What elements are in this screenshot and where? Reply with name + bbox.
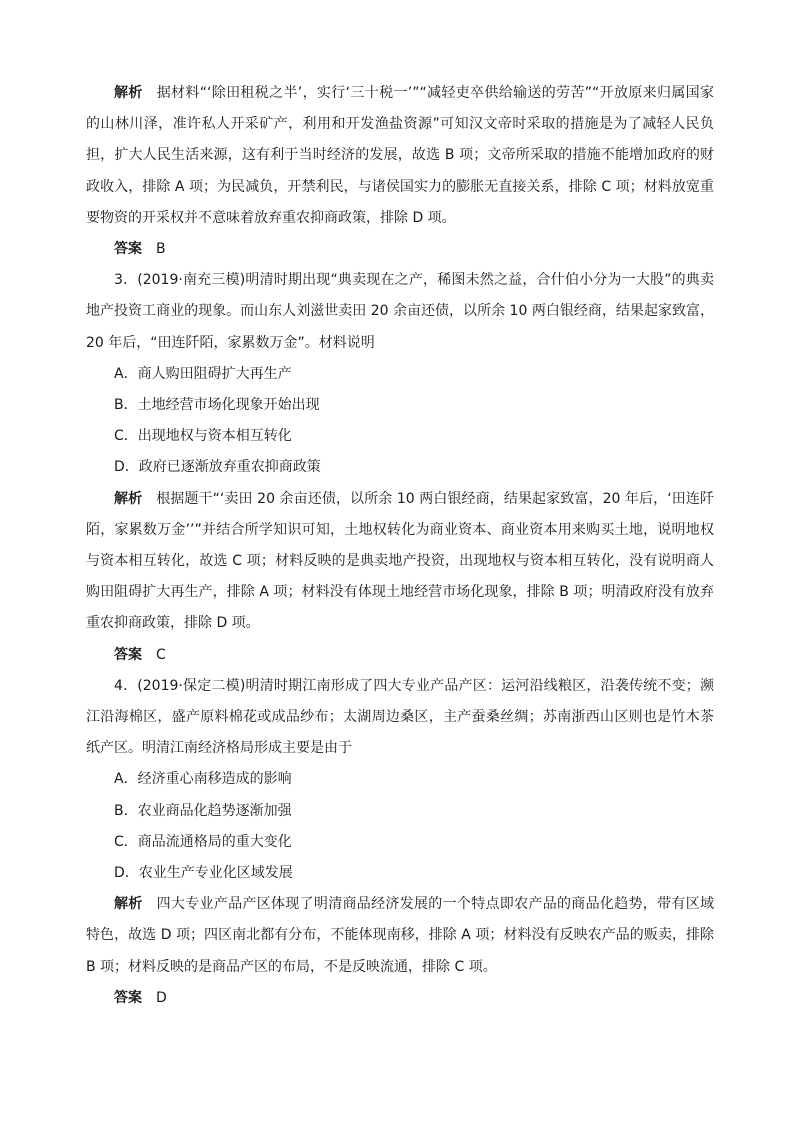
q4-option-c: C．商品流通格局的重大变化 — [114, 833, 292, 850]
q3-option-c: C．出现地权与资本相互转化 — [114, 428, 292, 445]
q2-answer-value: B — [156, 241, 166, 258]
document-content — [86, 78, 714, 1014]
q3-option-d: D．政府已逐渐放弃重农抑商政策 — [114, 459, 321, 476]
q4-option-b: B．农业商品化趋势逐渐加强 — [114, 802, 292, 819]
q4-answer-value: D — [156, 989, 167, 1006]
q2-analysis-text: 据材料“‘除田租税之半’，实行‘三十税一’”“减轻吏卒供给输送的劳苦”“开放原来归属国家的山林川泽，准许私人开采矿产，利用和开发渔盐资源”可知汉文帝时采取的措施是为了减轻人民负担，扩大人民生活来源，这有利于当时经济的发展，故选 B 项；文帝所采取的措施不能增加政府的财政收入，排除 A 项；为民减负，开禁利民，与诸侯国实力的膨胀无直接关系，排除 C 项；材料放宽重要物资的开采权并不意味着放弃重农抑商政策，排除 D 项。 — [86, 85, 714, 226]
q3-analysis — [86, 484, 714, 640]
q4-answer-label: 答案 — [114, 989, 142, 1006]
q3-analysis-label: 解析 — [114, 490, 143, 507]
q2-analysis — [86, 78, 714, 234]
q4-option-a: A．经济重心南移造成的影响 — [114, 771, 292, 788]
q3-stem: 3．(2019·南充三模)明清时期出现“典卖现在之产，稀图未然之益，合什伯小分为一大股”的典卖地产投资工商业的现象。而山东人刘滋世卖田 20 余亩还债，以所余 10 两白银经商，结果起家致富，20 年后，“田连阡陌，家累数万金”。材料说明 — [86, 272, 714, 351]
q4-analysis — [86, 889, 714, 983]
q3-option-a: A．商人购田阻碍扩大再生产 — [114, 365, 292, 382]
q3-analysis-text: 根据题干“‘卖田 20 余亩还债，以所余 10 两白银经商，结果起家致富，20 年后，‘田连阡陌，家累数万金’’”并结合所学知识可知，土地权转化为商业资本、商业资本用来购买土地，说明地权与资本相互转化，故选 C 项；材料反映的是典卖地产投资，出现地权与资本相互转化，没有说明商人购田阻碍扩大再生产，排除 A 项；材料没有体现土地经营市场化现象，排除 B 项；明清政府没有放弃重农抑商政策，排除 D 项。 — [86, 490, 714, 632]
q4-answer — [86, 983, 714, 1014]
q4-analysis-text: 四大专业产品产区体现了明清商品经济发展的一个特点即农产品的商品化趋势，带有区域特色，故选 D 项；四区南北都有分布，不能体现南移，排除 A 项；材料没有反映农产品的贩卖，排除 B 项；材料反映的是商品产区的布局，不是反映流通，排除 C 项。 — [86, 896, 715, 975]
q3-option-b: B．土地经营市场化现象开始出现 — [114, 397, 320, 414]
q4-option-d: D．农业生产专业化区域发展 — [114, 865, 293, 882]
q3-answer-label: 答案 — [114, 646, 142, 663]
q3-answer — [86, 640, 714, 671]
q2-analysis-label: 解析 — [114, 85, 143, 101]
q4-stem: 4．(2019·保定二模)明清时期江南形成了四大专业产品产区：运河沿线粮区，沿袭传统不变；濒江沿海棉区，盛产原料棉花或成品纱布；太湖周边桑区，主产蚕桑丝绸；苏南浙西山区则也是竹木茶纸产区。明清江南经济格局形成主要是由于 — [86, 677, 714, 757]
q3-answer-value: C — [156, 646, 166, 663]
q2-answer-label: 答案 — [114, 241, 142, 258]
q2-answer — [86, 234, 714, 265]
q4-analysis-label: 解析 — [114, 896, 143, 913]
